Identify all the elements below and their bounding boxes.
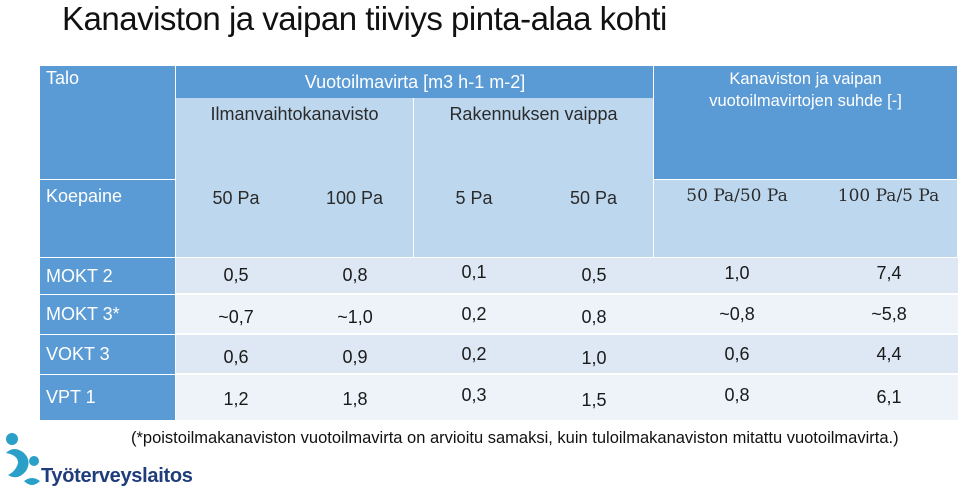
table-cell: 0,6 bbox=[176, 335, 296, 375]
pressure-value: 50 Pa/50 Pa bbox=[654, 180, 820, 258]
header-ratio-line2: vuotoilmavirtojen suhde [-] bbox=[709, 92, 902, 110]
header-ratio-line1: Kanaviston ja vaipan bbox=[729, 70, 882, 88]
table-cell: 1,5 bbox=[534, 375, 654, 420]
pressure-value: 50 Pa bbox=[534, 180, 654, 258]
row-name: MOKT 3* bbox=[40, 295, 176, 335]
table-cell: 0,8 bbox=[296, 258, 414, 295]
table-cell: ~0,8 bbox=[654, 295, 820, 335]
logo-text: Työterveyslaitos bbox=[41, 465, 193, 487]
header-ratio bbox=[654, 66, 958, 180]
pressure-label: Koepaine bbox=[40, 180, 176, 258]
table-cell: 7,4 bbox=[820, 258, 958, 295]
table-cell: 0,3 bbox=[414, 375, 534, 420]
table-cell: 1,2 bbox=[176, 375, 296, 420]
data-table bbox=[40, 66, 958, 420]
table-cell: ~1,0 bbox=[296, 295, 414, 335]
table-cell: ~5,8 bbox=[820, 295, 958, 335]
header-envelope: Rakennuksen vaippa bbox=[414, 98, 654, 180]
row-name: VPT 1 bbox=[40, 375, 176, 420]
pressure-value: 100 Pa/5 Pa bbox=[820, 180, 958, 258]
table-cell: 0,1 bbox=[414, 258, 534, 295]
header-ducts: Ilmanvaihtokanavisto bbox=[176, 98, 414, 180]
table-cell: 6,1 bbox=[820, 375, 958, 420]
table-cell: 0,8 bbox=[534, 295, 654, 335]
row-name: MOKT 2 bbox=[40, 258, 176, 295]
tyoterveyslaitos-logo-icon bbox=[4, 431, 42, 493]
table-cell: 1,0 bbox=[534, 335, 654, 375]
pressure-value: 50 Pa bbox=[176, 180, 296, 258]
table-cell: 4,4 bbox=[820, 335, 958, 375]
header-flow-title-text: Vuotoilmavirta [m3 h-1 m-2] bbox=[304, 71, 526, 92]
table-cell: 0,5 bbox=[176, 258, 296, 295]
pressure-value: 5 Pa bbox=[414, 180, 534, 258]
footnote: (*poistoilmakanaviston vuotoilmavirta on arvioitu samaksi, kuin tuloilmakanaviston mitattu vuotoilmavirta.) bbox=[131, 429, 899, 447]
table-cell: 0,2 bbox=[414, 295, 534, 335]
table-cell: 0,9 bbox=[296, 335, 414, 375]
header-flow-title bbox=[176, 66, 654, 98]
table-cell: 1,8 bbox=[296, 375, 414, 420]
table-cell: 1,0 bbox=[654, 258, 820, 295]
page-title: Kanaviston ja vaipan tiiviys pinta-alaa kohti bbox=[62, 0, 667, 37]
header-house: Talo bbox=[40, 66, 176, 180]
pressure-value: 100 Pa bbox=[296, 180, 414, 258]
table-cell: ~0,7 bbox=[176, 295, 296, 335]
row-name: VOKT 3 bbox=[40, 335, 176, 375]
table-cell: 0,6 bbox=[654, 335, 820, 375]
table-cell: 0,8 bbox=[654, 375, 820, 420]
table-cell: 0,5 bbox=[534, 258, 654, 295]
table-cell: 0,2 bbox=[414, 335, 534, 375]
